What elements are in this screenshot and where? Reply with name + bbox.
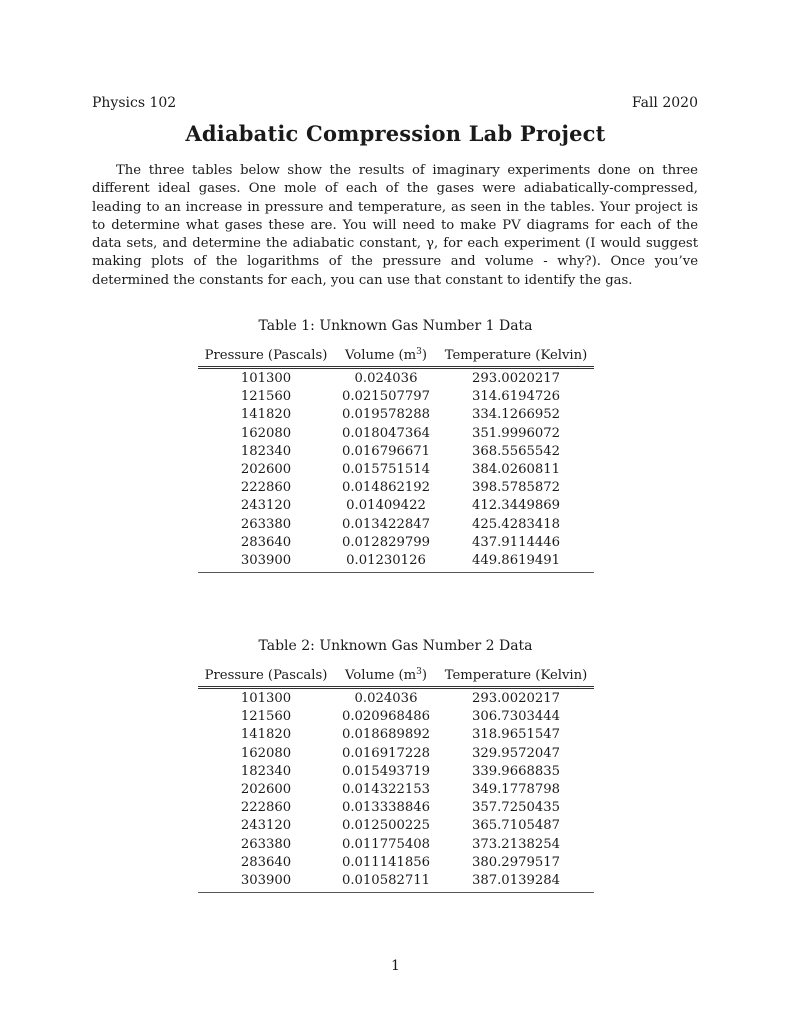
temperature-cell: 329.9572047 <box>471 745 561 761</box>
temperature-cell: 449.8619491 <box>438 552 594 573</box>
pressure-cell: 202600 <box>240 462 292 478</box>
volume-cell: 0.011141856 <box>341 854 431 870</box>
table-row <box>198 781 594 799</box>
temperature-cell: 398.5785872 <box>471 480 561 496</box>
column-header-pressure: Pressure (Pascals) <box>204 667 328 683</box>
table-row <box>198 708 594 726</box>
table-row <box>198 836 594 854</box>
temperature-cell: 357.7250435 <box>471 800 561 816</box>
temperature-cell: 365.7105487 <box>471 818 561 834</box>
temperature-cell: 368.5565542 <box>471 443 561 459</box>
table-2 <box>198 666 594 893</box>
volume-cell: 0.015493719 <box>341 763 431 779</box>
intro-paragraph: The three tables below show the results of imaginary experiments done on three different ideal gases. One mole of each of the gases were adiabatically-compressed, leading to an increase in pressure and temperature, as seen in the tables. Your project is to determine what gases these are. You will need to make PV diagrams for each of the data sets, and determine the adiabatic constant, γ, for each experiment (I would suggest making plots of the logarithms of the pressure and volume - why?). Once you’ve determined the constants for each, you can use that constant to identify the gas. <box>92 163 698 288</box>
volume-cell: 0.011775408 <box>341 836 431 852</box>
pressure-cell: 222860 <box>240 800 292 816</box>
table-row <box>198 461 594 479</box>
volume-cell: 0.015751514 <box>341 462 431 478</box>
volume-cell: 0.012829799 <box>341 534 431 550</box>
course-name: Physics 102 <box>92 95 177 111</box>
column-header-temperature: Temperature (Kelvin) <box>444 667 588 683</box>
temperature-cell: 293.0020217 <box>471 691 561 706</box>
pressure-cell: 283640 <box>240 854 292 870</box>
volume-cell: 0.019578288 <box>341 407 431 423</box>
volume-cell: 0.012500225 <box>341 818 431 834</box>
pressure-cell: 263380 <box>240 836 292 852</box>
temperature-cell: 380.2979517 <box>471 854 561 870</box>
pressure-cell: 162080 <box>240 425 292 441</box>
document-title: Adiabatic Compression Lab Project <box>185 121 606 146</box>
temperature-cell: 306.7303444 <box>471 709 561 725</box>
table-row <box>198 425 594 443</box>
temperature-cell: 437.9114446 <box>471 534 561 550</box>
volume-cell: 0.010582711 <box>334 872 438 893</box>
table-row <box>198 534 594 552</box>
table-row <box>198 854 594 872</box>
temperature-cell: 384.0260811 <box>471 462 561 478</box>
table-row <box>198 479 594 497</box>
temperature-cell: 318.9651547 <box>471 727 561 743</box>
term-label: Fall 2020 <box>631 95 698 111</box>
page-number: 1 <box>391 958 400 974</box>
volume-cell: 0.018689892 <box>341 727 431 743</box>
table-row <box>198 726 594 744</box>
volume-cell: 0.01230126 <box>334 552 438 573</box>
temperature-cell: 387.0139284 <box>438 872 594 893</box>
pressure-cell: 182340 <box>240 443 292 459</box>
table-row <box>198 388 594 406</box>
table-row <box>198 443 594 461</box>
table-row <box>198 368 594 389</box>
volume-cell: 0.013422847 <box>341 516 431 532</box>
volume-cell: 0.024036 <box>354 691 418 706</box>
volume-cell: 0.014862192 <box>341 480 431 496</box>
volume-cell: 0.016796671 <box>341 443 431 459</box>
column-header-temperature: Temperature (Kelvin) <box>444 347 588 363</box>
pressure-cell: 283640 <box>240 534 292 550</box>
table-row <box>198 872 594 893</box>
volume-cell: 0.018047364 <box>341 425 431 441</box>
pressure-cell: 243120 <box>240 818 292 834</box>
temperature-cell: 349.1778798 <box>471 782 561 798</box>
temperature-cell: 425.4283418 <box>471 516 561 532</box>
table-header-row <box>198 346 594 368</box>
table-row <box>198 497 594 515</box>
table-row <box>198 406 594 424</box>
temperature-cell: 334.1266952 <box>471 407 561 423</box>
temperature-cell: 314.6194726 <box>471 389 561 405</box>
temperature-cell: 293.0020217 <box>471 371 561 386</box>
table-row <box>198 516 594 534</box>
pressure-cell: 141820 <box>240 407 292 423</box>
pressure-cell: 202600 <box>240 782 292 798</box>
pressure-cell: 263380 <box>240 516 292 532</box>
table-row <box>198 688 594 709</box>
volume-cell: 0.021507797 <box>341 389 431 405</box>
pressure-cell: 182340 <box>240 763 292 779</box>
pressure-cell: 162080 <box>240 745 292 761</box>
column-header-volume: Volume $(m^3)$ <box>344 346 427 363</box>
temperature-cell: 373.2138254 <box>471 836 561 852</box>
pressure-cell: 121560 <box>240 389 292 405</box>
temperature-cell: 412.3449869 <box>471 498 561 514</box>
pressure-cell: 243120 <box>240 498 292 514</box>
table-row <box>198 817 594 835</box>
pressure-cell: 121560 <box>240 709 292 725</box>
table-row <box>198 552 594 573</box>
table-row <box>198 799 594 817</box>
table-2-caption: Table 2: Unknown Gas Number 2 Data <box>258 638 533 654</box>
pressure-cell: 101300 <box>240 691 292 706</box>
pressure-cell: 141820 <box>240 727 292 743</box>
temperature-cell: 339.9668835 <box>471 763 561 779</box>
volume-cell: 0.024036 <box>354 371 418 386</box>
table-header-row <box>198 666 594 688</box>
volume-cell: 0.016917228 <box>341 745 431 761</box>
pressure-cell: 303900 <box>198 552 334 573</box>
volume-cell: 0.013338846 <box>341 800 431 816</box>
pressure-cell: 303900 <box>198 872 334 893</box>
table-1 <box>198 346 594 573</box>
table-row <box>198 745 594 763</box>
pressure-cell: 101300 <box>240 371 292 386</box>
table-1-caption: Table 1: Unknown Gas Number 1 Data <box>258 318 533 334</box>
temperature-cell: 351.9996072 <box>471 425 561 441</box>
column-header-pressure: Pressure (Pascals) <box>204 347 328 363</box>
column-header-volume: Volume $(m^3)$ <box>344 666 427 683</box>
table-row <box>198 763 594 781</box>
volume-cell: 0.01409422 <box>346 498 426 514</box>
volume-cell: 0.020968486 <box>341 709 431 725</box>
pressure-cell: 222860 <box>240 480 292 496</box>
volume-cell: 0.014322153 <box>341 782 431 798</box>
